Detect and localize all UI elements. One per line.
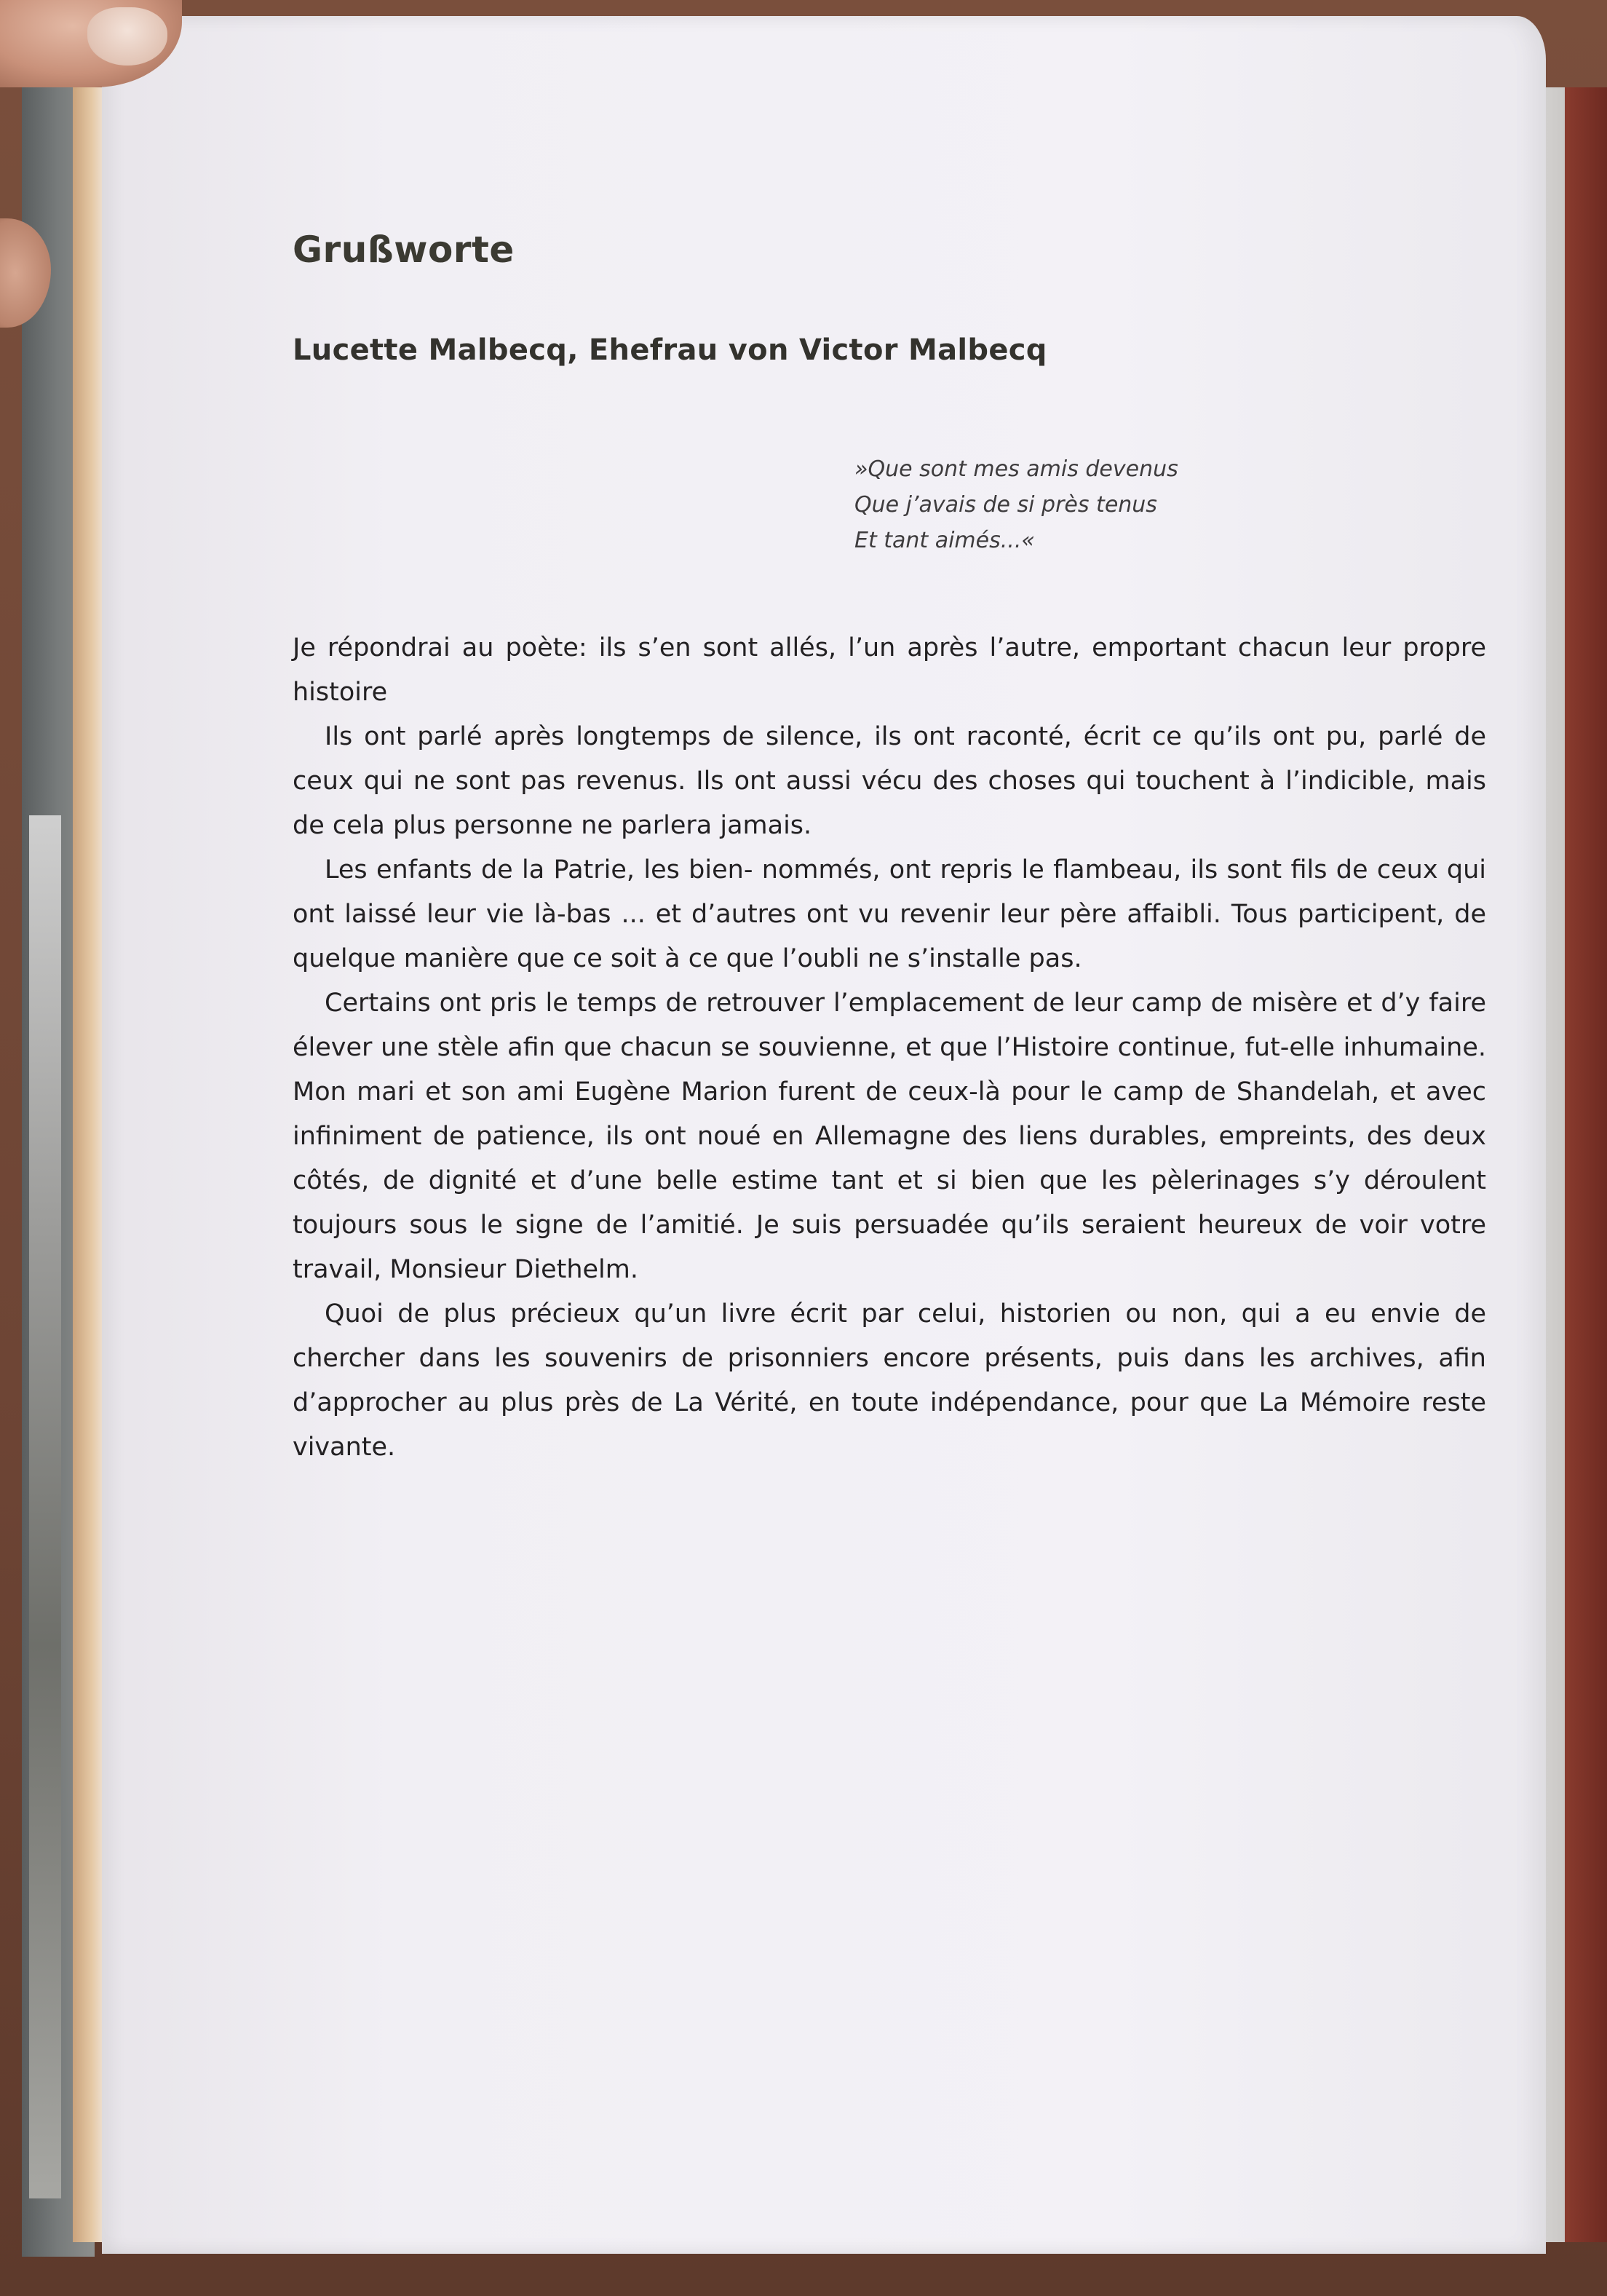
paragraph: Quoi de plus précieux qu’un livre écrit par celui, historien ou non, qui a eu envie de chercher dans les souvenirs de prisonniers encore présents, puis dans les archives, afin d’approcher au plus près de La Vérité, en toute indépendance, pour que La Mémoire reste vivante. [293,1299,1486,1462]
page-subheading: Lucette Malbecq, Ehefrau von Victor Malbecq [293,333,1047,367]
epigraph [854,451,1378,558]
epigraph-line: »Que sont mes amis devenus [854,456,1178,482]
epigraph-line: Que j’avais de si près tenus [854,492,1157,518]
book-back-cover [1565,87,1607,2242]
paragraph: Je répondrai au poète: ils s’en sont allés, l’un après l’autre, emportant chacun leur propre histoire [293,633,1486,707]
body-text [293,626,1486,1470]
paragraph: Certains ont pris le temps de retrouver l’emplacement de leur camp de misère et d’y faire élever une stèle afin que chacun se souvienne, et que l’Histoire continue, fut-elle inhumaine. Mon mari et son ami Eugène Marion furent de ceux-là pour le camp de Shandelah, et avec infiniment de patience, ils ont noué en Allemagne des liens durables, empreints, des deux côtés, de dignité et d’une belle estime tant et si bien que les pèlerinages s’y déroulent toujours sous le signe de l’amitié. Je suis persuadée qu’ils seraient heureux de voir votre travail, Monsieur Diethelm. [293,989,1486,1284]
paragraph: Ils ont parlé après longtemps de silence, ils ont raconté, écrit ce qu’ils ont pu, parlé de ceux qui ne sont pas revenus. Ils ont aussi vécu des choses qui touchent à l’indicible, mais de cela plus personne ne parlera jamais. [293,722,1486,840]
page-heading: Grußworte [293,229,515,271]
paragraph: Les enfants de la Patrie, les bien- nommés, ont repris le flambeau, ils sont fils de ceux qui ont laissé leur vie là-bas ... et d’autres ont vu revenir leur père affaibli. Tous participent, de quelque manière que ce soit à ce que l’oubli ne s’installe pas. [293,855,1486,973]
spine-photo-strip [29,815,61,2198]
thumbnail-nail [87,7,167,66]
epigraph-line: Et tant aimés...« [854,528,1035,553]
